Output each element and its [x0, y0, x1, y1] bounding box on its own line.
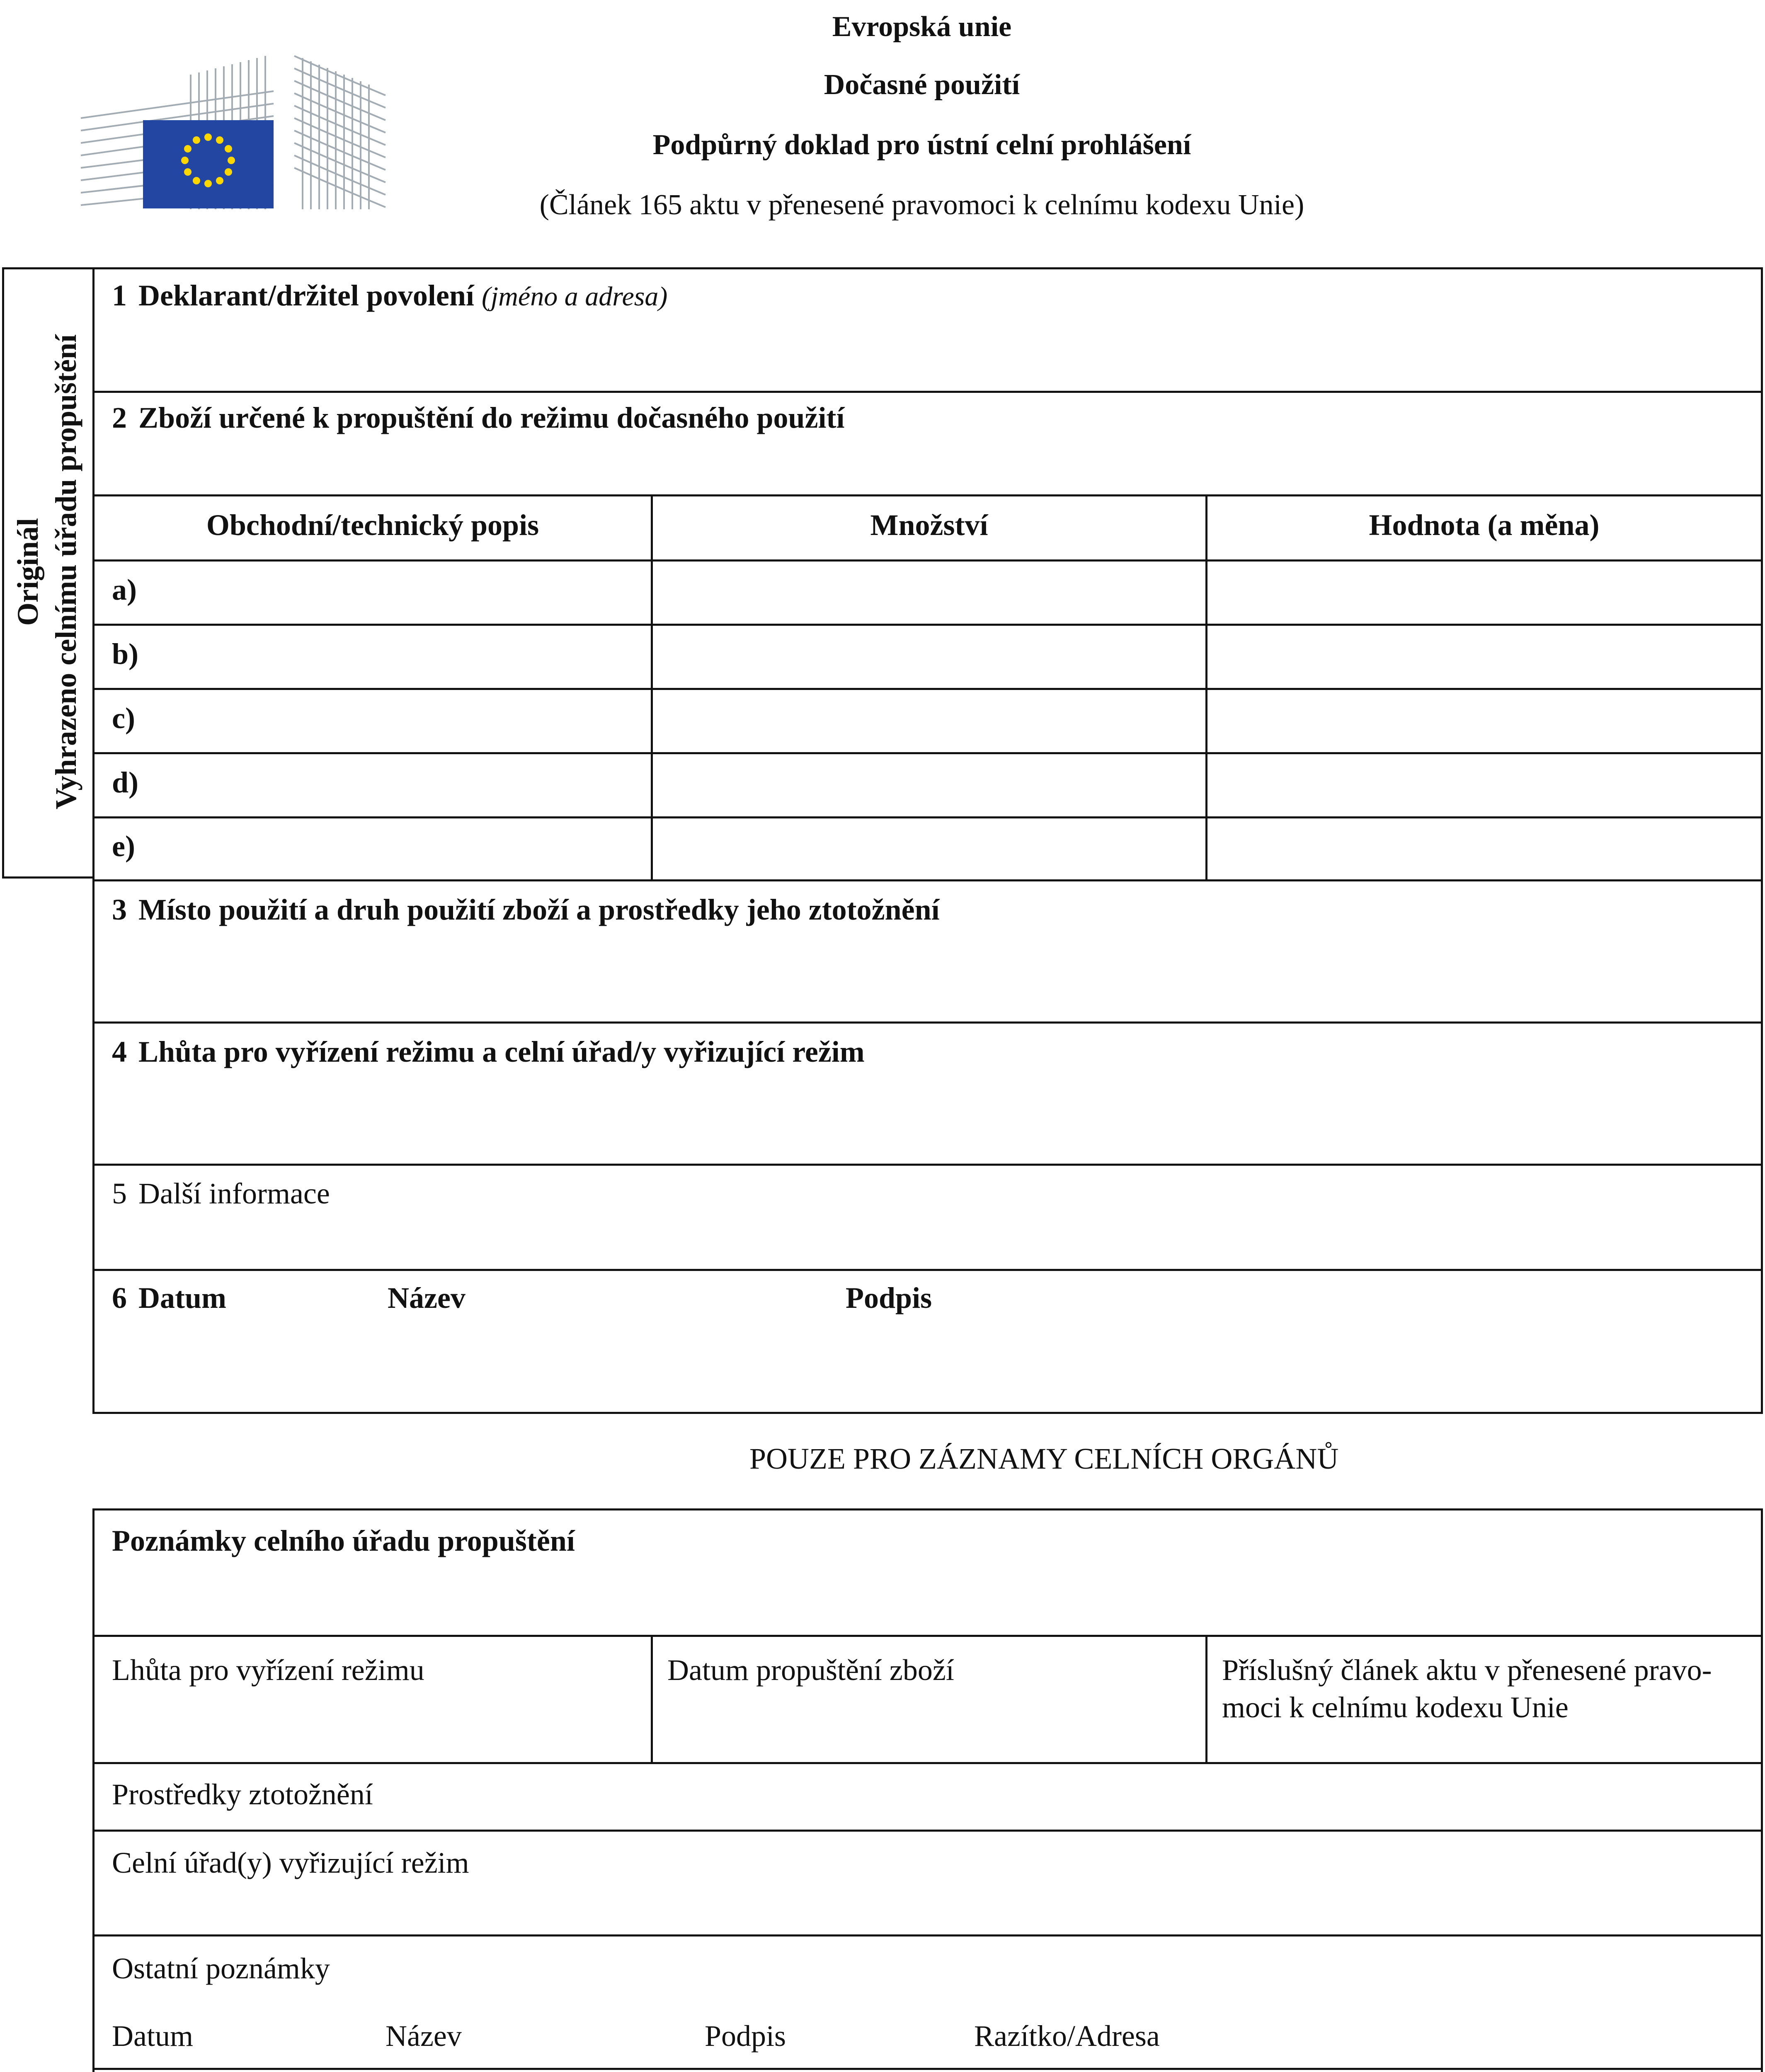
sig1-date-label: Datum: [112, 2019, 193, 2053]
divider: [92, 391, 1763, 393]
customs-section-title: POUZE PRO ZÁZNAMY CELNÍCH ORGÁNŮ: [749, 1442, 1339, 1475]
divider: [92, 1635, 1763, 1637]
box-3-label: Místo použití a druh použití zboží a prostředky jeho ztotožnění: [138, 893, 940, 926]
sidebar-original: Originál: [11, 518, 44, 626]
box-4-number: 4: [112, 1035, 127, 1068]
sig1-stamp-label: Razítko/Adresa: [974, 2019, 1160, 2053]
table-row-label: e): [112, 830, 135, 863]
box-5-additional-info: [112, 1175, 330, 1212]
box-4-label: Lhůta pro vyřízení režimu a celní úřad/y vyřizující režim: [138, 1035, 865, 1068]
divider: [92, 1021, 1763, 1024]
box-1-number: 1: [112, 279, 127, 312]
deadline-label: Lhůta pro vyřízení režimu: [112, 1653, 424, 1687]
box-2-number: 2: [112, 401, 127, 434]
column-divider: [1205, 494, 1207, 881]
divider: [92, 816, 1763, 818]
box-4-deadline: [112, 1033, 865, 1070]
table-row-label: a): [112, 573, 137, 606]
column-divider: [1205, 1635, 1207, 1763]
column-header-description: Obchodní/technický popis: [206, 508, 539, 542]
box-1-declarant: [112, 277, 667, 315]
header-title: Evropská unie: [832, 11, 1012, 43]
table-row-label: d): [112, 766, 139, 799]
divider: [92, 624, 1763, 626]
box-1-label: Deklarant/držitel povolení: [138, 279, 474, 312]
box-6-number: 6: [112, 1281, 127, 1314]
identification-label: Prostředky ztotožnění: [112, 1778, 373, 1811]
header-subtitle: Dočasné použití: [824, 69, 1020, 101]
divider: [92, 1762, 1763, 1764]
article-label-line2: moci k celnímu kodexu Unie: [1222, 1691, 1569, 1724]
column-header-quantity: Množství: [870, 508, 988, 542]
box-6-signature-label: Podpis: [846, 1281, 932, 1314]
other-notes-label: Ostatní poznámky: [112, 1952, 330, 1985]
release-date-label: Datum propuštění zboží: [667, 1653, 954, 1687]
sig1-name-label: Název: [385, 2019, 462, 2053]
divider: [92, 688, 1763, 690]
divider: [92, 1934, 1763, 1936]
article-label: [1222, 1651, 1757, 1726]
sig1-signature-label: Podpis: [705, 2019, 786, 2053]
box-6-date-label: Datum: [138, 1281, 226, 1314]
box-2-label: Zboží určené k propuštění do režimu dočasného použití: [138, 401, 845, 434]
divider: [92, 2068, 1763, 2070]
header-document-title: Podpůrný doklad pro ústní celní prohlášení: [652, 129, 1191, 161]
box-3-place-of-use: [112, 891, 940, 928]
table-row-label: c): [112, 702, 135, 735]
box-3-number: 3: [112, 893, 127, 926]
column-header-value: Hodnota (a měna): [1369, 508, 1600, 542]
box-6-name-label: Název: [388, 1281, 465, 1314]
box-5-label: Další informace: [138, 1177, 330, 1210]
box-5-number: 5: [112, 1177, 127, 1210]
sidebar-label: [9, 269, 85, 874]
divider: [92, 752, 1763, 754]
column-divider: [651, 494, 653, 881]
box-6-date: [112, 1279, 226, 1317]
header-legal-reference: (Článek 165 aktu v přenesené pravomoci k celnímu kodexu Unie): [539, 189, 1304, 221]
declarant-field[interactable]: [95, 315, 1761, 390]
article-label-line1: Příslušný článek aktu v přenesené pravo-: [1222, 1653, 1712, 1687]
table-row-label: b): [112, 637, 139, 670]
column-divider: [651, 1635, 653, 1763]
divider: [92, 559, 1763, 562]
divider: [92, 494, 1763, 496]
divider: [92, 1269, 1763, 1271]
divider: [92, 1164, 1763, 1166]
declaration-form: [92, 267, 1763, 1414]
release-office-notes-label: Poznámky celního úřadu propuštění: [112, 1524, 575, 1557]
box-2-goods: [112, 399, 845, 436]
divider: [92, 879, 1763, 881]
divider: [92, 1830, 1763, 1832]
discharge-offices-label: Celní úřad(y) vyřizující režim: [112, 1846, 469, 1879]
sidebar-reserved: Vyhrazeno celnímu úřadu propuštění: [49, 334, 82, 810]
box-1-hint: (jméno a adresa): [481, 281, 668, 312]
